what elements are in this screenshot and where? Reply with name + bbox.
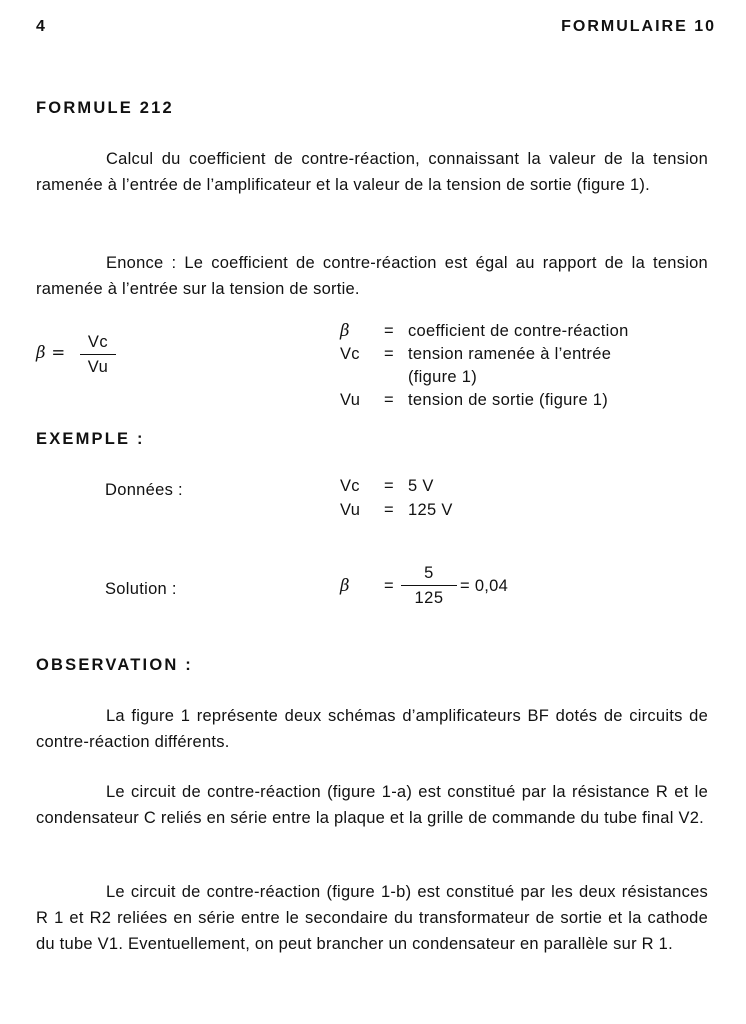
observation-text: Le circuit de contre-réaction (figure 1-a) est constitué par la résistance R et le condensateur C reliés en série entre la plaque et la grille de commande du tube final V2. <box>36 783 708 827</box>
formula-statement <box>36 250 708 302</box>
solution-fraction <box>401 562 457 609</box>
data-eq: = <box>384 501 394 519</box>
observation-text: La figure 1 représente deux schémas d’amplificateurs BF dotés de circuits de contre-réaction différents. <box>36 707 708 751</box>
statement-text: Enonce : Le coefficient de contre-réaction est égal au rapport de la tension ramenée à l’entrée sur la tension de sortie. <box>36 254 708 298</box>
formula-title: FORMULE 212 <box>36 99 174 117</box>
running-header: FORMULAIRE 10 <box>561 18 716 35</box>
formula-denominator: Vu <box>87 358 109 376</box>
legend-text: tension ramenée à l’entrée <box>408 345 612 363</box>
data-symbol: Vc <box>340 477 360 495</box>
observation-text: Le circuit de contre-réaction (figure 1-b) est constitué par les deux résistances R 1 et R2 reliées en série entre le secondaire du transformateur de sortie et la cathode du tube V1. Eventuellement, on peut brancher un condensateur en parallèle sur R 1. <box>36 883 708 953</box>
legend-symbol: β <box>340 321 350 340</box>
solution-label: Solution : <box>105 580 177 598</box>
legend-text-continued: (figure 1) <box>408 368 478 386</box>
example-title: EXEMPLE : <box>36 430 145 448</box>
solution-denominator: 125 <box>414 589 444 607</box>
description-text: Calcul du coefficient de contre-réaction, connaissant la valeur de la tension ramenée à l’entrée de l’amplificateur et la valeur de la tension de sortie (figure 1). <box>36 150 708 194</box>
fraction-bar <box>80 354 116 355</box>
legend-symbol: Vu <box>340 391 361 409</box>
data-eq: = <box>384 477 394 495</box>
formula-lhs: β = <box>36 343 66 362</box>
formula-numerator: Vc <box>87 333 109 351</box>
data-label: Données : <box>105 481 183 499</box>
fraction-bar <box>401 585 457 586</box>
observation-title: OBSERVATION : <box>36 656 193 674</box>
page-number: 4 <box>36 18 47 35</box>
data-value: 125 V <box>408 501 453 519</box>
legend-eq: = <box>384 391 394 409</box>
solution-result: = 0,04 <box>460 577 509 595</box>
solution-symbol: β <box>340 576 350 595</box>
data-symbol: Vu <box>340 501 361 519</box>
legend-text: coefficient de contre-réaction <box>408 322 629 340</box>
data-value: 5 V <box>408 477 434 495</box>
legend-eq: = <box>384 345 394 363</box>
observation-paragraph <box>36 779 708 831</box>
observation-paragraph <box>36 703 708 755</box>
legend-text: tension de sortie (figure 1) <box>408 391 609 409</box>
solution-numerator: 5 <box>424 564 434 582</box>
observation-paragraph <box>36 879 708 957</box>
solution-eq: = <box>384 577 394 595</box>
legend-symbol: Vc <box>340 345 360 363</box>
formula-description <box>36 146 708 198</box>
formula-fraction <box>80 331 116 378</box>
legend-eq: = <box>384 322 394 340</box>
